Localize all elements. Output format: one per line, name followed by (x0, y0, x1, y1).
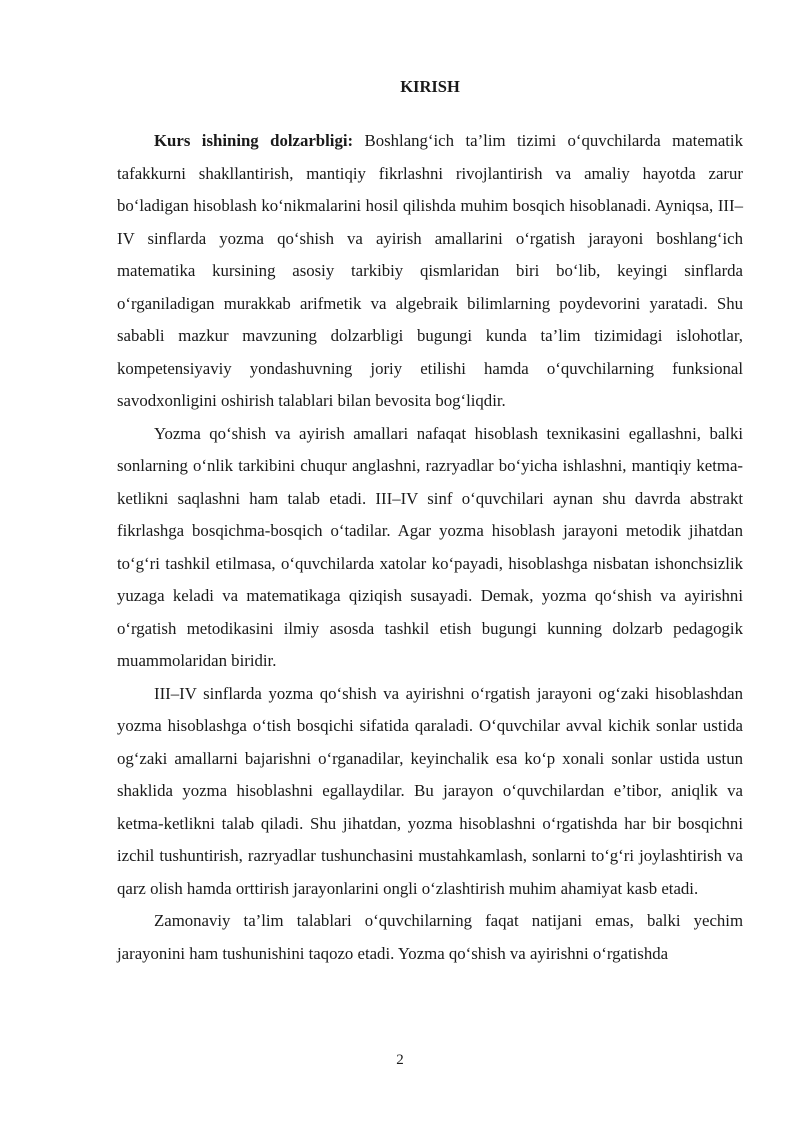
paragraph-text: Boshlang‘ich ta’lim tizimi o‘quvchilarda matematik tafakkurni shakllantirish, mantiqiy fikrlashni rivojlantirish va amaliy hayotda zarur bo‘ladigan hisoblash ko‘nikmalarini hosil qilishda muhim bosqich hisoblanadi. Ayniqsa, III–IV sinflarda yozma qo‘shish va ayirish amallarini o‘rgatish jarayoni boshlang‘ich matematika kursining asosiy tarkibiy qismlaridan biri bo‘lib, keyingi sinflarda o‘rganiladigan murakkab arifmetik va algebraik bilimlarning poydevorini yaratadi. Shu sababli mazkur mavzuning dolzarbligi bugungi kunda ta’lim tizimidagi islohotlar, kompetensiyaviy yondashuvning joriy etilishi hamda o‘quvchilarning funksional savodxonligini oshirish talablari bilan bevosita bog‘liqdir. (117, 131, 743, 410)
paragraph-lead: Kurs ishining dolzarbligi: (154, 131, 354, 150)
page-number: 2 (396, 1052, 404, 1068)
section-title: KIRISH (400, 77, 460, 96)
paragraph-relevance (117, 125, 743, 418)
paragraph: Zamonaviy ta’lim talablari o‘quvchilarning faqat natijani emas, balki yechim jarayonini ham tushunishini taqozo etadi. Yozma qo‘shish va ayirishni o‘rgatishda (117, 911, 743, 963)
paragraph: III–IV sinflarda yozma qo‘shish va ayirishni o‘rgatish jarayoni og‘zaki hisoblashdan yozma hisoblashga o‘tish bosqichi sifatida qaraladi. O‘quvchilar avval kichik sonlar ustida og‘zaki amallarni bajarishni o‘rganadilar, keyinchalik esa ko‘p xonali sonlar ustida ustun shaklida yozma hisoblashni egallaydilar. Bu jarayon o‘quvchilardan e’tibor, aniqlik va ketma-ketlikni talab qiladi. Shu jihatdan, yozma hisoblashni o‘rgatishda har bir bosqichni izchil tushuntirish, razryadlar tushunchasini mustahkamlash, sonlarni to‘g‘ri joylashtirish va qarz olish hamda orttirish jarayonlarini ongli o‘zlashtirish muhim ahamiyat kasb etadi. (117, 683, 743, 898)
paragraph: Yozma qo‘shish va ayirish amallari nafaqat hisoblash texnikasini egallashni, balki sonlarning o‘nlik tarkibini chuqur anglashni, razryadlar bo‘yicha ishlashni, mantiqiy ketma-ketlikni saqlashni ham talab etadi. III–IV sinf o‘quvchilari aynan shu davrda abstrakt fikrlashga bosqichma-bosqich o‘tadilar. Agar yozma hisoblash jarayoni metodik jihatdan to‘g‘ri tashkil etilmasa, o‘quvchilarda xatolar ko‘payadi, hisoblashga nisbatan ishonchsizlik yuzaga keladi va matematikaga qiziqish susayadi. Demak, yozma qo‘shish va ayirishni o‘rgatish metodikasini ilmiy asosda tashkil etish bugungi kunning dolzarb pedagogik muammolaridan biridir. (117, 423, 743, 670)
page-content (117, 73, 743, 970)
